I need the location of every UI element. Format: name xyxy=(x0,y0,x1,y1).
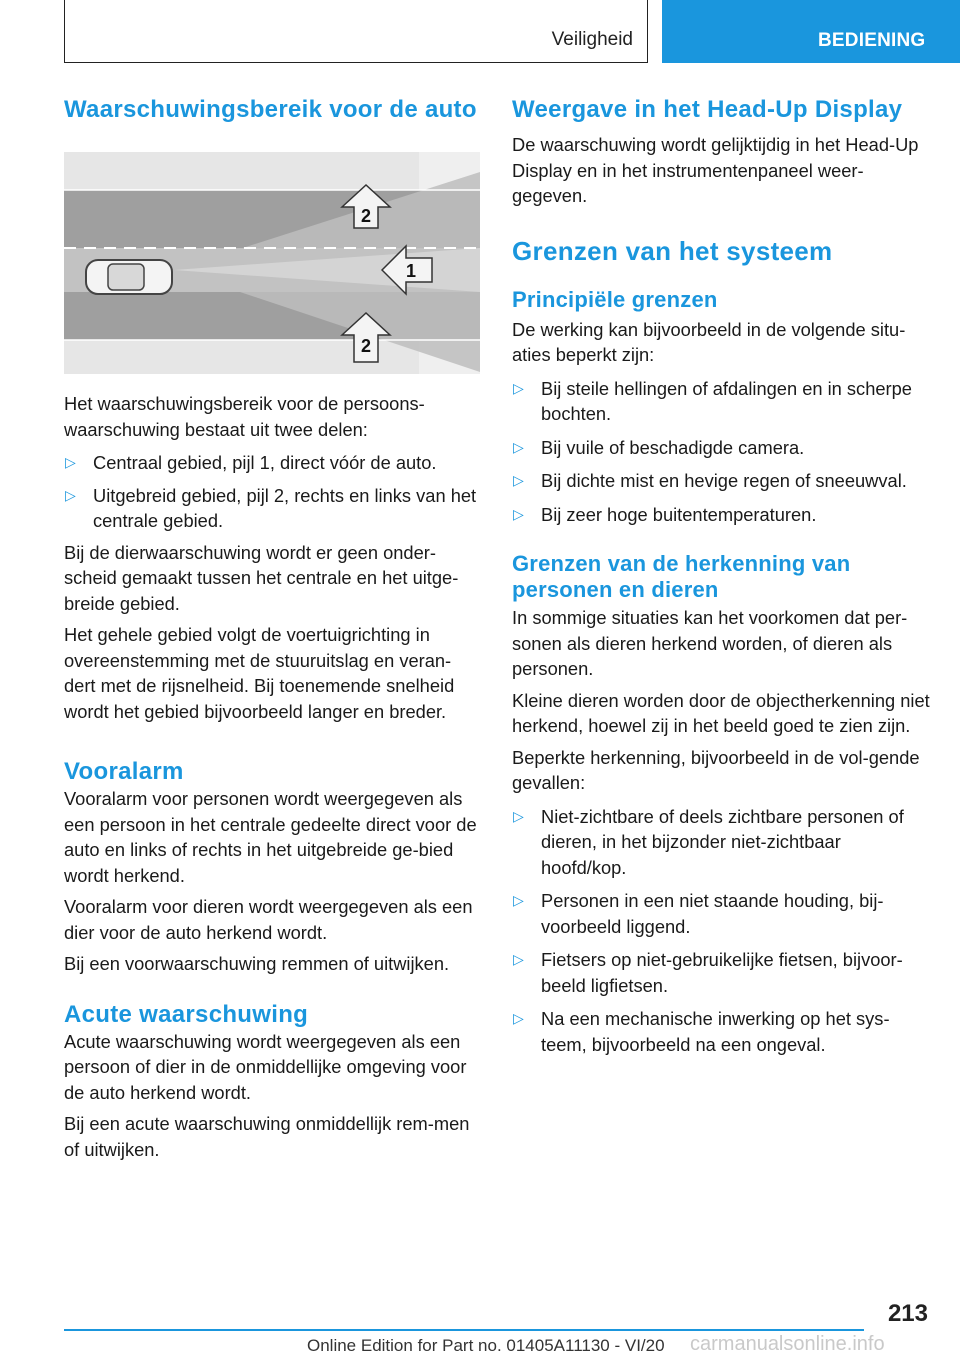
paragraph: De werking kan bijvoorbeeld in de volgende situ-aties beperkt zijn: xyxy=(512,318,906,365)
list-item: ▷ Bij zeer hoge buitentemperaturen. xyxy=(513,503,817,525)
heading-acute-warning: Acute waarschuwing xyxy=(64,1000,309,1028)
page-number: 213 xyxy=(887,1300,928,1327)
paragraph: Beperkte herkenning, bijvoorbeeld in de vol-gende gevallen: xyxy=(512,746,920,793)
arrow-2-top-label: 2 xyxy=(360,206,372,226)
bullet-list xyxy=(512,804,930,1058)
watermark: carmanualsonline.info xyxy=(690,1333,885,1355)
bullet-list xyxy=(64,450,480,534)
paragraph: In sommige situaties kan het voorkomen dat per-sonen als dieren herkend worden, of dieren als personen. xyxy=(512,607,908,679)
list-item: ▷ Na een mechanische inwerking op het sys-teem, bijvoorbeeld na een ongeval. xyxy=(513,1008,890,1055)
header-box xyxy=(64,0,648,63)
list-item: ▷ Fietsers op niet-gebruikelijke fietsen, bijvoor-beeld ligfietsen. xyxy=(513,949,903,996)
left-column xyxy=(64,96,480,1162)
heading-warning-range: Waarschuwingsbereik voor de auto xyxy=(64,96,477,123)
paragraph: Kleine dieren worden door de objectherkenning niet herkend, hoewel zij in het beeld goed te zien zijn. xyxy=(512,689,930,736)
paragraph: Vooralarm voor personen wordt weergegeven als een persoon in het centrale gedeelte direct voor de auto en links of rechts in het uitgebreide ge-bied wordt herkend. xyxy=(64,788,477,886)
heading-principal-limits: Principiële grenzen xyxy=(512,286,718,312)
list-item: ▷ Bij dichte mist en hevige regen of sneeuwval. xyxy=(513,470,907,491)
list-item: ▷ Uitgebreid gebied, pijl 2, rechts en links van het centrale gebied. xyxy=(65,484,477,531)
paragraph: Het waarschuwingsbereik voor de persoons-waarschuwing bestaat uit twee delen: xyxy=(64,393,425,440)
arrow-1-label: 1 xyxy=(405,261,417,281)
arrow-2-bottom-label: 2 xyxy=(360,336,372,356)
paragraph: Bij de dierwaarschuwing wordt er geen onder-scheid gemaakt tussen het centrale en het uitge-breide gebied. xyxy=(64,541,459,614)
paragraph: De waarschuwing wordt gelijktijdig in het Head-Up Display en in het instrumentenpaneel weer-gegeven. xyxy=(512,134,919,206)
list-item: ▷ Niet-zichtbare of deels zichtbare personen of dieren, in het bijzonder niet-zichtbaar hoofd/kop. xyxy=(513,805,904,878)
heading-prealarm: Vooralarm xyxy=(64,758,184,785)
paragraph: Vooralarm voor dieren wordt weergegeven als een dier voor de auto herkend wordt. xyxy=(64,896,473,943)
footer-divider xyxy=(64,1329,864,1331)
bullet-list xyxy=(512,376,930,528)
car-icon xyxy=(86,260,172,294)
paragraph: Acute waarschuwing wordt weergegeven als een persoon of dier in de onmiddellijke omgeving voor de auto herkend wordt. xyxy=(64,1030,467,1103)
heading-recognition-limits: Grenzen van de herkenning van personen en dieren xyxy=(512,551,851,602)
section-title: Veiligheid xyxy=(551,29,633,50)
paragraph: Bij een voorwaarschuwing remmen of uitwijken. xyxy=(64,953,450,974)
paragraph: Bij een acute waarschuwing onmiddellijk rem-men of uitwijken. xyxy=(64,1113,470,1160)
chapter-tab[interactable] xyxy=(662,0,960,63)
list-item: ▷ Bij vuile of beschadigde camera. xyxy=(513,436,805,458)
list-item: ▷ Personen in een niet staande houding, bij-voorbeeld liggend. xyxy=(513,890,884,937)
edition-text: Online Edition for Part no. 01405A11130 - VI/20 xyxy=(307,1336,665,1355)
heading-hud: Weergave in het Head-Up Display xyxy=(512,96,903,123)
list-item: ▷ Centraal gebied, pijl 1, direct vóór de auto. xyxy=(65,452,437,473)
right-column xyxy=(512,96,930,1057)
warning-range-figure xyxy=(64,152,480,374)
paragraph: Het gehele gebied volgt de voertuigrichting in overeenstemming met de stuuruitslag en veran-dert met de rijsnelheid. Bij toenemende snelheid wordt het gebied bijvoorbeeld langer en breder. xyxy=(64,624,455,722)
list-item: ▷ Bij steile hellingen of afdalingen en in scherpe bochten. xyxy=(513,377,912,424)
heading-system-limits: Grenzen van het systeem xyxy=(512,235,833,266)
chapter-tab-label: BEDIENING xyxy=(818,30,926,51)
